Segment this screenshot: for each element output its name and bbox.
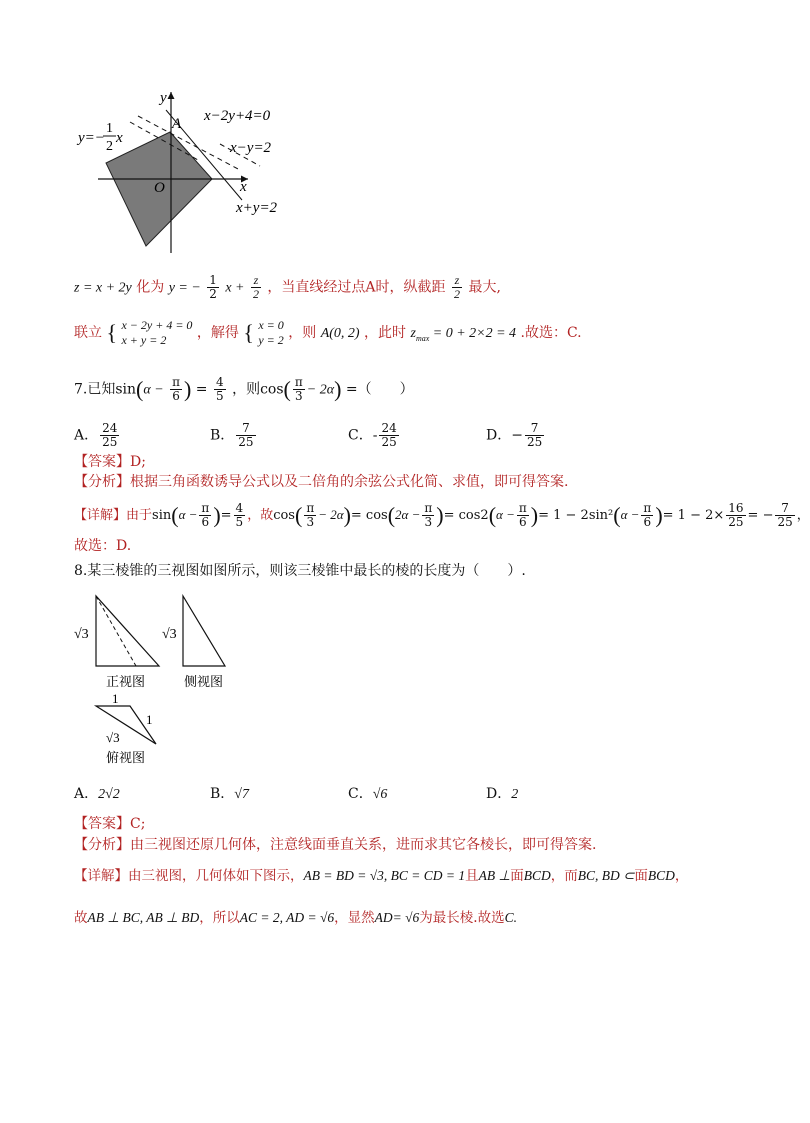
front-view-hidden-edge	[96, 596, 136, 666]
top-view-side-sqrt3: √3	[106, 730, 120, 745]
top-view-side-1: 1	[112, 691, 119, 706]
front-view-height: √3	[74, 627, 89, 642]
q8-option-a: A．2√2	[74, 786, 120, 802]
line2-label: x−y=2	[230, 140, 272, 156]
q8-stem: 8.某三棱锥的三视图如图所示，则该三棱锥中最长的棱的长度为（ ）.	[74, 563, 526, 579]
side-view-height: √3	[162, 627, 177, 642]
origin-label: O	[154, 180, 165, 196]
q6-max: 最大,	[468, 279, 501, 296]
line4-num: 1	[106, 121, 113, 136]
line3-label: x+y=2	[236, 200, 278, 216]
q7-number: 7.已知	[74, 381, 116, 398]
q6-zmax: $z_{max} = 0 + 2\times 2 = 4$	[410, 326, 517, 343]
q6-system1: x − 2y + 4 = 0 x + y = 2	[121, 318, 193, 347]
q6-combine: 联立	[74, 325, 102, 341]
q7-detail: 【详解】由于sin(α − $\frac{\pi}{6}$ )= $\frac{4}{5}$ ，故cos( $\frac{\pi}{3}$ − 2α)= cos(2α − $\frac{\pi}{3}$ )= cos2(α − $\frac{\pi}{6}$ )= 1 − 2sin²(α − $\frac{\pi}{6}$ )= 1 − 2× $\frac{16}{25}$ = − $\frac{7}{25}$ ，	[74, 501, 810, 529]
q6-line2: 联立 { x − 2y + 4 = 0 x + y = 2 ，解得 { x = 0 y = 2 ，则 A(0, 2) ，此时 $z_{max} = 0 + 2\times 2 = 4$ .故选：C.	[74, 318, 582, 347]
q6-line1	[74, 274, 501, 301]
q6-y-expr: y = −	[168, 280, 201, 296]
front-view	[96, 596, 159, 666]
q6-then: ，则	[288, 325, 317, 341]
q6-now: ，此时	[364, 325, 407, 341]
line1-label: x−2y+4=0	[204, 108, 271, 124]
q8-detail-line2: 故AB ⊥ BC, AB ⊥ BD，所以AC = 2, AD = √6，显然AD= √6为最长棱.故选C.	[74, 910, 517, 926]
three-view-figure	[70, 590, 250, 770]
q7-option-c: C．- $\frac{24}{25}$	[348, 421, 397, 449]
top-view-side-1b: 1	[146, 712, 153, 727]
q7-option-b: B． $\frac{7}{25}$	[210, 421, 254, 449]
q6-convert: 化为	[136, 279, 165, 296]
q6-line1-text: ，当直线经过点A时，纵截距	[267, 279, 446, 296]
q8-option-b: B．√7	[210, 786, 249, 802]
q6-intercept: $\frac{z}{2}$	[454, 273, 460, 301]
side-view-label: 侧视图	[184, 674, 224, 689]
q6-half: $\frac{1}{2}$	[209, 273, 217, 301]
q7-option-d: D．− $\frac{7}{25}$	[486, 421, 543, 449]
line4-den: 2	[106, 139, 113, 154]
side-view	[183, 596, 225, 666]
q6-z-half: $\frac{z}{2}$	[252, 273, 259, 301]
q6-choice: .故选：C.	[520, 325, 582, 341]
q7-stem: 7.已知sin(α − $\frac{\pi}{6}$ ) = $\frac{4}{5}$ ，则cos( $\frac{\pi}{3}$ − 2α) =（ ）	[74, 375, 414, 403]
q8-answer: 【答案】C;	[74, 816, 146, 832]
q8-detail-line1: 【详解】由三视图，几何体如下图示，AB = BD = √3, BC = CD = 1且AB ⊥面BCD，而BC, BD ⊂面BCD，	[74, 868, 689, 884]
top-view-label: 俯视图	[106, 750, 146, 765]
q6-point: A(0, 2)	[320, 326, 360, 341]
q6-system2: x = 0 y = 2	[258, 318, 284, 347]
q7-answer: 【答案】D;	[74, 454, 146, 470]
q6-z-expr: z = x + 2y	[74, 280, 132, 296]
q6-x-plus: x +	[225, 280, 245, 296]
q8-option-d: D．2	[486, 786, 519, 802]
line4-var: x	[116, 130, 123, 146]
x-axis-label: x	[240, 179, 247, 195]
q7-option-a: A． $\frac{24}{25}$	[74, 421, 118, 449]
q6-solve: ，解得	[196, 325, 239, 341]
line4-lhs: y=−	[78, 130, 105, 146]
q8-analysis: 【分析】由三视图还原几何体，注意线面垂直关系，进而求其它各棱长，即可得答案.	[74, 837, 597, 853]
q8-option-c: C．√6	[348, 786, 388, 802]
q7-analysis: 【分析】根据三角函数诱导公式以及二倍角的余弦公式化简、求值，即可得答案.	[74, 474, 569, 490]
front-view-label: 正视图	[106, 674, 146, 689]
y-axis-label: y	[160, 90, 167, 106]
q7-conclusion: 故选：D.	[74, 538, 132, 554]
point-a-label: A	[172, 116, 182, 132]
feasible-region-figure	[70, 88, 290, 258]
